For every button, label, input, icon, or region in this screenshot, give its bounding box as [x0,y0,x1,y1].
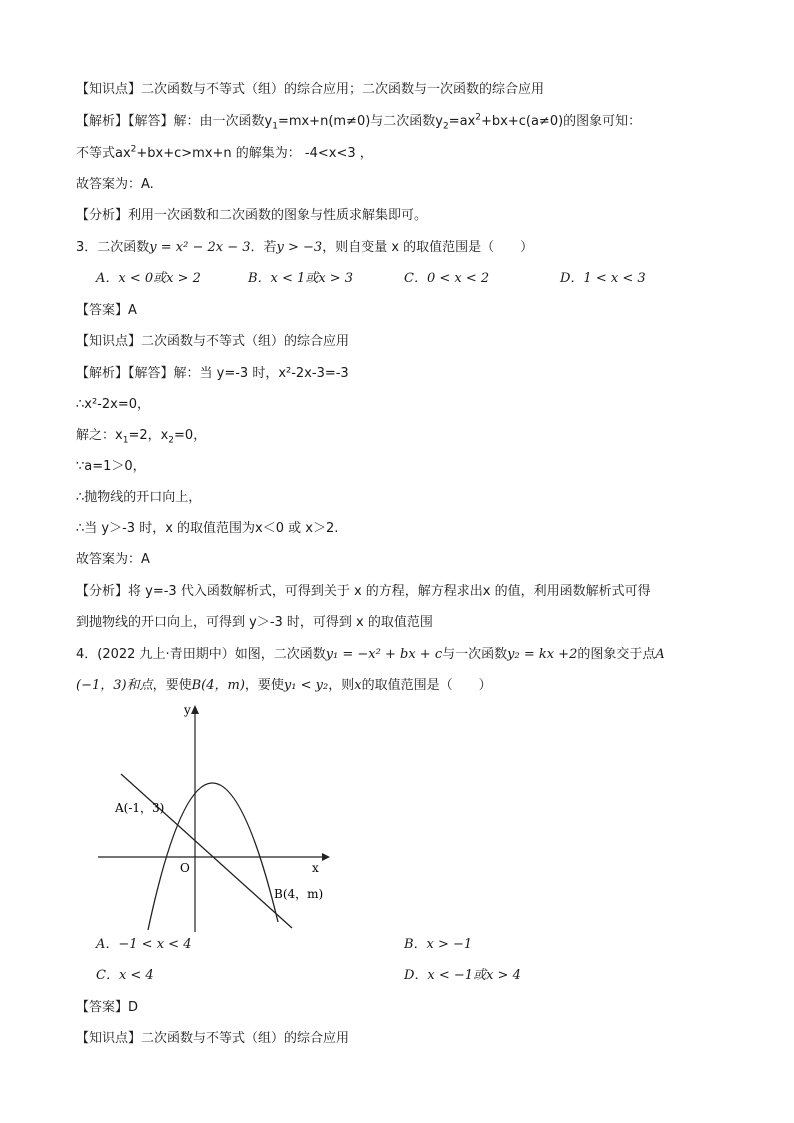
q3-knowledge: 【知识点】二次函数与不等式（组）的综合应用 [76,334,350,349]
q4-stem2-d: 的取值范围是（ ） [361,678,492,693]
q4-stem1-b: 与一次函数 [442,647,508,662]
q4-knowledge: 【知识点】二次函数与不等式（组）的综合应用 [76,1031,350,1046]
prev-answer-is: 故答案为：A. [76,177,154,192]
q4-stem1-a: 4．(2022 九上·青田期中）如图，二次函数 [76,647,326,662]
q3-stem-math: y = x² − 2x − 3 [149,240,251,255]
x-axis-label: x [312,861,319,875]
q3-fenxi-1: 【分析】将 y=-3 代入函数解析式，可得到关于 x 的方程，解方程求出x 的值，利用函数解析式可得 [76,584,651,599]
origin-label: O [180,861,190,875]
q3-option-c[interactable]: C．0 < x < 2 [404,271,490,286]
q3-option-a[interactable]: A．x < 0或x > 2 [96,271,201,286]
q4-stem2-a: (−1，3)和点 [76,678,153,693]
q4-stem1-math: y₁ = −x² + bx + c [325,647,443,662]
q3-stem-a: 3．二次函数 [76,240,150,255]
q4-stem2-and: ，要使 [152,678,192,693]
q4-stem-2 [76,676,734,696]
q4-stem-1 [76,645,734,665]
prev-inequality: 不等式$ax^2+bx+c>mx+n$ 的解集为： -4<x<3 ， [76,144,373,161]
q3-option-b[interactable]: B．x < 1或x > 3 [248,271,354,286]
q3-stem-c: ，则自变量 x 的取值范围是（ ） [322,240,534,255]
q4-stem2-b: ，要使 [244,678,284,693]
q4-stem1-math2: y₂ = kx +2 [507,647,578,662]
y-axis-label: y [184,703,191,717]
q3-s3-c: =0， [174,428,207,443]
q3-stem [76,238,734,258]
prev-analysis-c: =ax [448,114,476,129]
point-b-label: B(4，m) [274,887,324,901]
prev-analysis-b: =mx+n(m≠0)与二次函数y [277,114,443,129]
q3-solution-1: 【解析】【解答】解：当 y=-3 时，x²-2x-3=-3 [76,366,349,381]
q4-option-d[interactable]: D．x < −1或x > 4 [404,968,521,983]
prev-ineq-b: +bx+c>mx+n 的解集为： -4<x<3 ， [136,146,373,161]
q4-stem2-cond: y₁ < y₂ [283,678,329,693]
q3-stem-b: ．若 [250,240,277,255]
q3-solution-3: 解之：$x_1=2$，$x_2=0$， [76,428,207,446]
q4-stem2-x: x [354,678,362,693]
q3-solution-4: ∵a=1＞0， [76,459,146,474]
q4-option-a[interactable]: A．−1 < x < 4 [96,937,192,952]
q4-stem2-B: B(4，m) [191,678,245,693]
y-axis-arrow [191,705,199,714]
q4-stem1-c: 的图象交于点 [577,647,656,662]
q3-solution-6: ∴当 y＞-3 时，x 的取值范围为x＜0 或 x＞2. [76,521,339,536]
q3-answer: 【答案】A [76,303,137,318]
point-a-label: A(-1，3) [115,801,165,815]
q4-stem2-c: ，则 [328,678,355,693]
q3-option-d[interactable]: D．1 < x < 3 [560,271,646,286]
q3-fenxi-2: 到抛物线的开口向上，可得到 y＞-3 时，可得到 x 的取值范围 [76,615,433,630]
prev-fenxi: 【分析】利用一次函数和二次函数的图象与性质求解集即可。 [76,208,428,223]
linear-function-line [121,774,292,928]
x-axis-arrow [322,853,330,861]
q3-solution-5: ∴抛物线的开口向上， [76,490,202,505]
prev-knowledge: 【知识点】二次函数与不等式（组）的综合应用；二次函数与一次函数的综合应用 [76,82,545,97]
prev-analysis-d: +bx+c(a≠0)的图象可知： [481,114,642,129]
q4-graph [90,700,340,940]
q4-stem1-A: A [655,647,665,662]
q3-solution-2: ∴x²-2x=0， [76,397,150,412]
q4-answer: 【答案】D [76,1000,139,1015]
q3-stem-cond: y > −3 [276,240,323,255]
prev-ineq-a: 不等式ax [76,146,131,161]
q4-option-b[interactable]: B．x > −1 [404,937,473,952]
q4-option-c[interactable]: C．x < 4 [96,968,154,983]
prev-analysis-a: 【解析】【解答】解：由一次函数y [76,114,273,129]
q3-s3-b: =2，x [128,428,169,443]
q3-s3-a: 解之：x [76,428,123,443]
prev-analysis: 【解析】【解答】解：由一次函数$y_1=mx+n(m\ne 0)$与二次函数$y_2=ax^2+bx+c(a\ne 0)$的图象可知： [76,112,642,132]
q3-solution-7: 故答案为：A [76,552,150,567]
